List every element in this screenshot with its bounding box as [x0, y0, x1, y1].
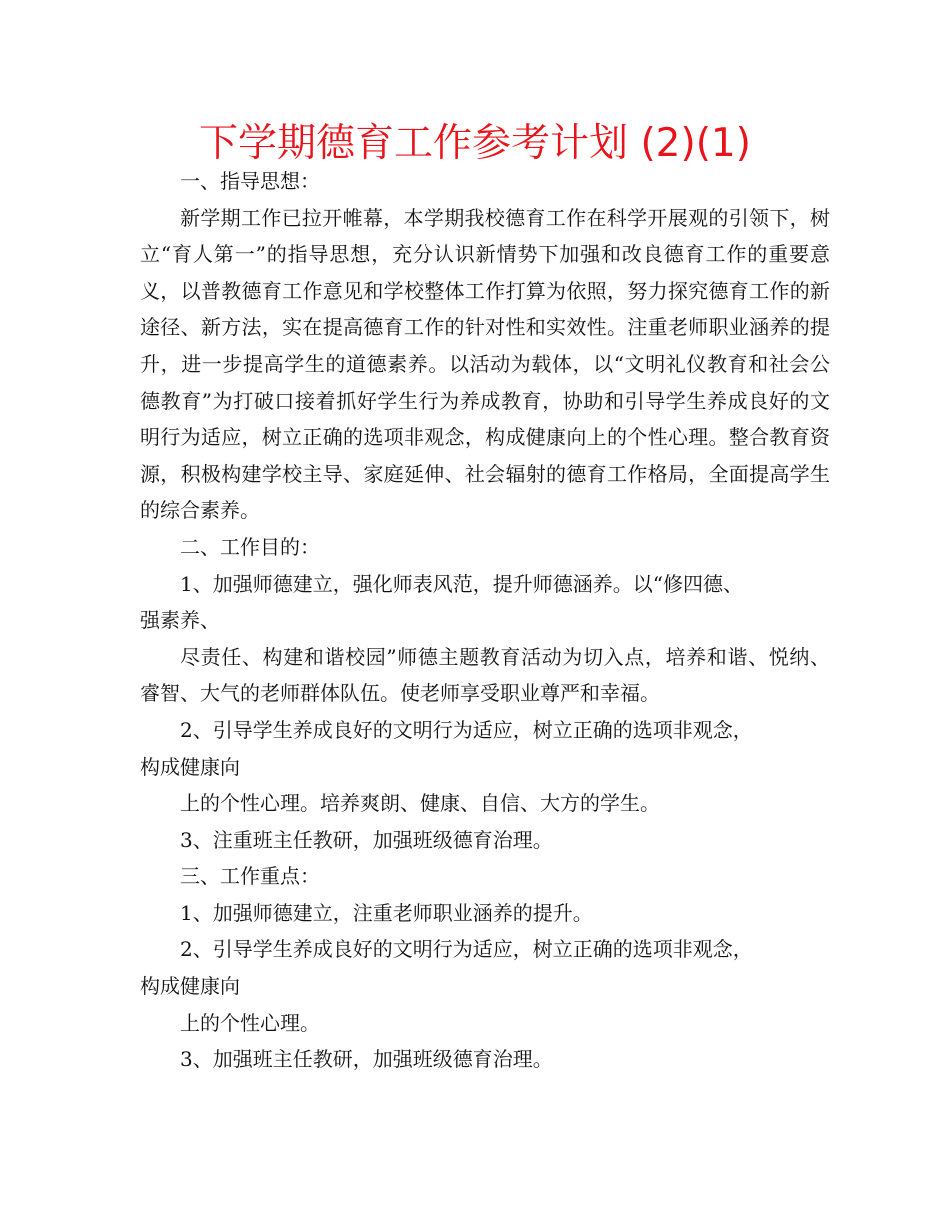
document-title: 下学期德育工作参考计划 (2)(1)	[199, 121, 751, 166]
paragraph-line: 强素养、	[140, 608, 220, 633]
list-item: 1、加强师德建立，强化师表风范，提升师德涵养。以“修四德、	[180, 571, 743, 596]
section-heading: 一、指导思想：	[180, 169, 320, 193]
paragraph-line: 上的个性心理。培养爽朗、健康、自信、大方的学生。	[180, 791, 660, 816]
paragraph-line: 构成健康向	[140, 974, 240, 999]
paragraph-line: 构成健康向	[140, 754, 240, 779]
paragraph-line: 上的个性心理。	[180, 1010, 320, 1035]
section-heading: 二、工作目的：	[180, 534, 320, 559]
list-item: 3、注重班主任教研，加强班级德育治理。	[180, 827, 553, 852]
list-item: 2、引导学生养成良好的文明行为适应，树立正确的选项非观念，	[180, 717, 753, 742]
list-item: 3、加强班主任教研，加强班级德育治理。	[180, 1047, 553, 1072]
section-heading: 三、工作重点：	[180, 864, 320, 889]
paragraph: 新学期工作已拉开帷幕，本学期我校德育工作在科学开展观的引领下，树立“育人第一”的指导思想，充分认识新情势下加强和改良德育工作的重要意义，以普教德育工作意见和学校整体工作打算为依照，努力探究德育工作的新途径、新方法，实在提高德育工作的针对性和实效性。注重老师职业涵养的提升，进一步提高学生的道德素养。以活动为载体，以“文明礼仪教育和社会公德教育”为打破口接着抓好学生行为养成教育，协助和引导学生养成良好的文明行为适应，树立正确的选项非观念，构成健康向上的个性心理。整合教育资源，积极构建学校主导、家庭延伸、社会辐射的德育工作格局，全面提高学生的综合素养。	[140, 205, 830, 523]
document-body	[140, 163, 830, 1078]
list-item: 2、引导学生养成良好的文明行为适应，树立正确的选项非观念，	[180, 937, 753, 962]
paragraph: 尽责任、构建和谐校园”师德主题教育活动为切入点，培养和谐、悦纳、睿智、大气的老师群体队伍。使老师享受职业尊严和幸福。	[140, 644, 830, 706]
list-item: 1、加强师德建立，注重老师职业涵养的提升。	[180, 900, 593, 925]
